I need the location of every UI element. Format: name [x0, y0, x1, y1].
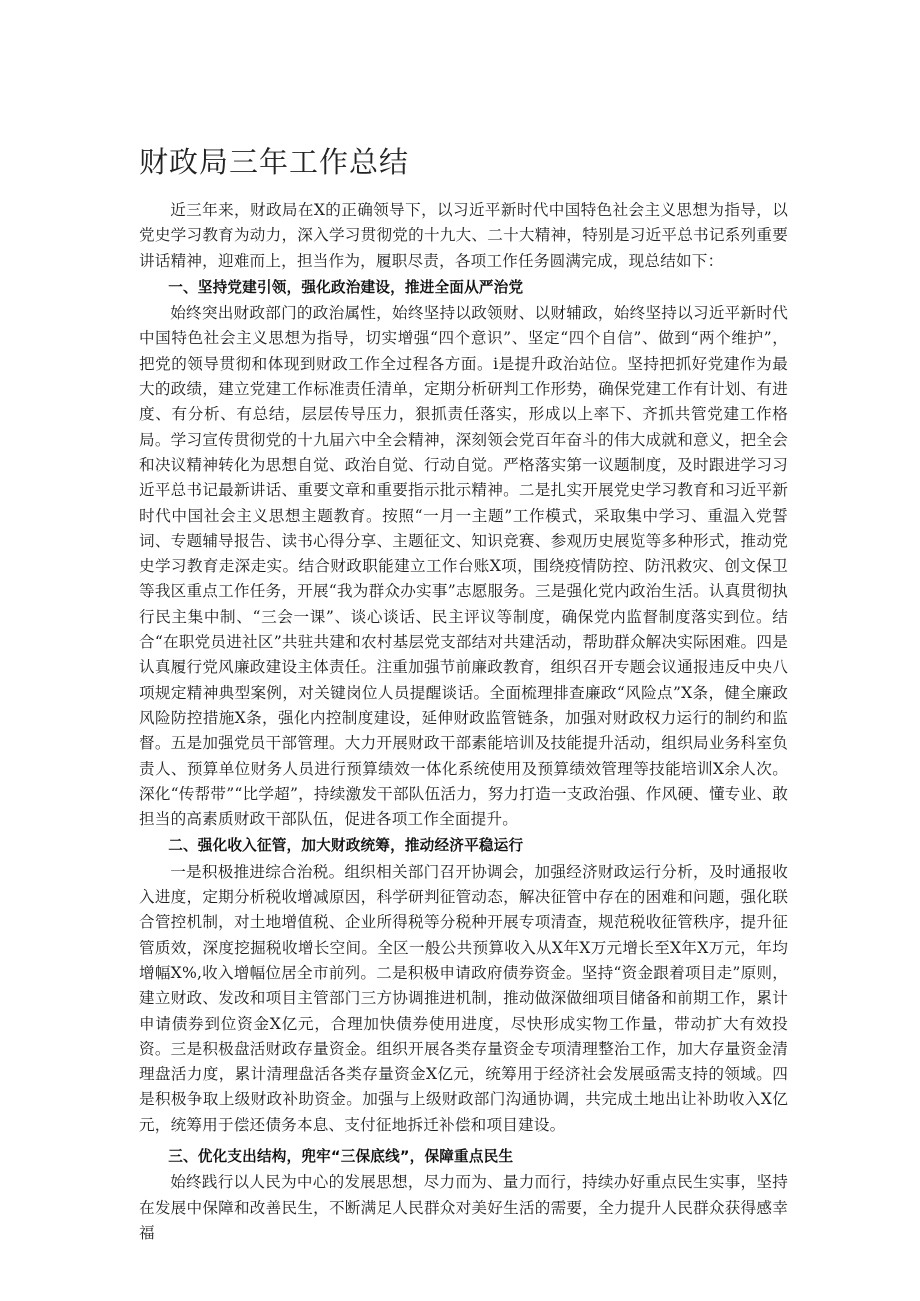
section-heading-party-building: 一、坚持党建引领，强化政治建设，推进全面从严治党 — [168, 278, 524, 296]
document-title: 财政局三年工作总结 — [139, 145, 410, 179]
document-body — [139, 198, 788, 1246]
section-paragraph-revenue: 一是积极推进综合治税。组织相关部门召开协调会，加强经济财政运行分析，及时通报收入进度，定期分析税收增减原因，科学研判征管动态，解决征管中存在的困难和问题，强化联合管控机制，对土地增值税、企业所得税等分税种开展专项清查，规范税收征管秩序，提升征管质效，深度挖掘税收增长空间。全区一般公共预算收入从X年X万元增长至X年X万元，年均增幅X%,收入增幅位居全市前列。二是积极申请政府债券资金。坚持“资金跟着项目走”原则，建立财政、发改和项目主管部门三方协调推进机制，推动做深做细项目储备和前期工作，累计申请债券到位资金X亿元，合理加快债券使用进度，尽快形成实物工作量，带动扩大有效投资。三是积极盘活财政存量资金。组织开展各类存量资金专项清理整治工作，加大存量资金清理盘活力度，累计清理盘活各类存量资金X亿元，统筹用于经济社会发展亟需支持的领域。四是积极争取上级财政补助资金。加强与上级财政部门沟通协调，共完成土地出让补助收入X亿元，统筹用于偿还债务本息、支付征地拆迁补偿和项目建设。 — [139, 862, 788, 1134]
intro-paragraph: 近三年来，财政局在X的正确领导下，以习近平新时代中国特色社会主义思想为指导，以党史学习教育为动力，深入学习贯彻党的十九大、二十大精神，特别是习近平总书记系列重要讲话精神，迎难而上，担当作为，履职尽责，各项工作任务圆满完成，现总结如下： — [139, 201, 788, 270]
section-heading-revenue: 二、强化收入征管，加大财政统筹，推动经济平稳运行 — [168, 837, 524, 855]
section-paragraph-party-building: 始终突出财政部门的政治属性，始终坚持以政领财、以财辅政，始终坚持以习近平新时代中国特色社会主义思想为指导，切实增强“四个意识”、坚定“四个自信”、做到“两个维护”，把党的领导贯彻和体现到财政工作全过程各方面。i是提升政治站位。坚持把抓好党建作为最大的政绩，建立党建工作标准责任清单，定期分析研判工作形势，确保党建工作有计划、有进度、有分析、有总结，层层传导压力，狠抓责任落实，形成以上率下、齐抓共管党建工作格局。学习宣传贯彻党的十九届六中全会精神，深刻领会党百年奋斗的伟大成就和意义，把全会和决议精神转化为思想自觉、政治自觉、行动自觉。严格落实第一议题制度，及时跟进学习习近平总书记最新讲话、重要文章和重要指示批示精神。二是扎实开展党史学习教育和习近平新时代中国社会主义思想主题教育。按照“一月一主题”工作模式，采取集中学习、重温入党誓词、专题辅导报告、读书心得分享、主题征文、知识竞赛、参观历史展览等多种形式，推动党史学习教育走深走实。结合财政职能建立工作台账X项，围绕疫情防控、防汛救灾、创文保卫等我区重点工作任务，开展“我为群众办实事”志愿服务。三是强化党内政治生活。认真贯彻执行民主集中制、“三会一课”、谈心谈话、民主评议等制度，确保党内监督制度落实到位。结合“在职党员进社区”共驻共建和农村基层党支部结对共建活动，帮助群众解决实际困难。四是认真履行党风廉政建设主体责任。注重加强节前廉政教育，组织召开专题会议通报违反中央八项规定精神典型案例，对关键岗位人员提醒谈话。全面梳理排查廉政“风险点”X条，健全廉政风险防控措施X条，强化内控制度建设，延伸财政监管链条，加强对财政权力运行的制约和监督。五是加强党员干部管理。大力开展财政干部素能培训及技能提升活动，组织局业务科室负责人、预算单位财务人员进行预算绩效一体化系统使用及预算绩效管理等技能培训X余人次。深化“传帮带”“比学超”，持续激发干部队伍活力，努力打造一支政治强、作风硬、懂专业、敢担当的高素质财政干部队伍，促进各项工作全面提升。 — [139, 304, 788, 829]
section-paragraph-livelihood: 始终践行以人民为中心的发展思想，尽力而为、量力而行，持续办好重点民生实事，坚持在发展中保障和改善民生，不断满足人民群众对美好生活的需要，全力提升人民群众获得感幸福 — [139, 1173, 788, 1242]
section-heading-livelihood: 三、优化支出结构，兜牢“三保底线”，保障重点民生 — [168, 1147, 514, 1165]
